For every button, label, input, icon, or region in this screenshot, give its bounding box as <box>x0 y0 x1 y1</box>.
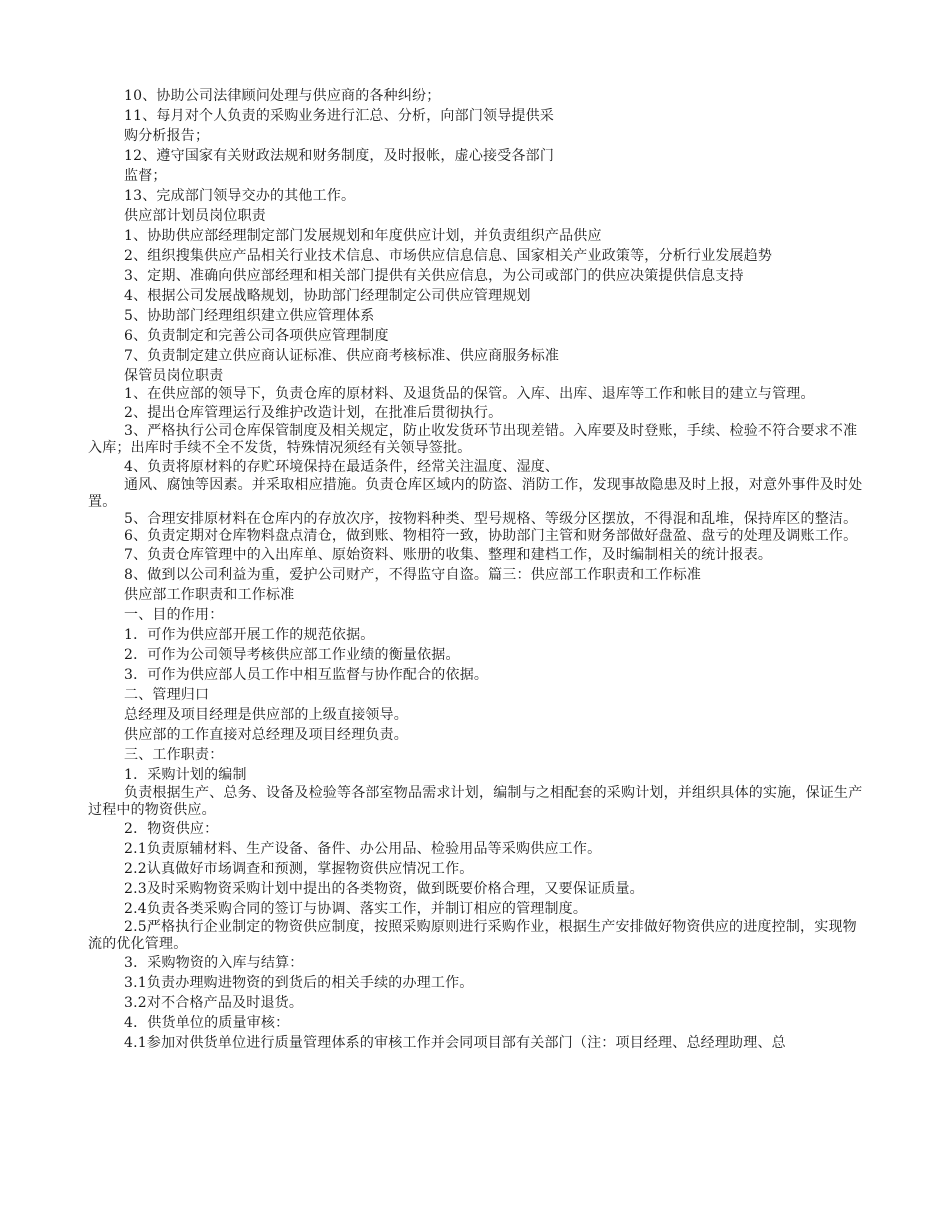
text-line: 总经理及项目经理是供应部的上级直接领导。 <box>124 707 408 723</box>
document-body <box>88 86 864 1053</box>
text-line: 3.1负责办理购进物资的到货后的相关手续的办理工作。 <box>124 975 474 991</box>
text-line: 6、负责制定和完善公司各项供应管理制度 <box>124 328 389 344</box>
text-line: 1、协助供应部经理制定部门发展规划和年度供应计划，并负责组织产品供应 <box>124 228 602 244</box>
text-line: 2.3及时采购物资采购计划中提出的各类物资，做到既要价格合理，又要保证质量。 <box>124 881 644 897</box>
text-paragraph: 3、严格执行公司仓库保管制度及相关规定，防止收发货环节出现差错。入库要及时登账，手续、检验不符合要求不准入库；出库时手续不全不发货，特殊情况须经有关领导签批。 <box>88 423 858 456</box>
text-line: 4、根据公司发展战略规划，协助部门经理制定公司供应管理规划 <box>124 288 531 304</box>
text-line: 三、工作职责： <box>124 747 224 763</box>
text-line: 13、完成部门领导交办的其他工作。 <box>124 188 356 204</box>
text-line: 供应部的工作直接对总经理及项目经理负责。 <box>124 727 408 743</box>
text-paragraph: 2.5严格执行企业制定的物资供应制度，按照采购原则进行采购作业，根据生产安排做好物资供应的进度控制，实现物流的优化管理。 <box>88 919 857 952</box>
text-paragraph: 5、合理安排原材料在仓库内的存放次序，按物料种类、型号规格、等级分区摆放，不得混和乱堆，保持库区的整洁。 <box>124 511 858 527</box>
text-line: 2.4负责各类采购合同的签订与协调、落实工作，并制订相应的管理制度。 <box>124 901 588 917</box>
text-line: 2.1负责原辅材料、生产设备、备件、办公用品、检验用品等采购供应工作。 <box>124 841 602 857</box>
text-line: 11、每月对个人负责的采购业务进行汇总、分析，向部门领导提供采 <box>124 108 555 124</box>
text-line: 5、协助部门经理组织建立供应管理体系 <box>124 308 375 324</box>
text-line: 7、负责制定建立供应商认证标准、供应商考核标准、供应商服务标准 <box>124 348 560 364</box>
text-line: 8、做到以公司利益为重，爱护公司财产，不得监守自盗。篇三：供应部工作职责和工作标准 <box>124 567 702 583</box>
text-line: 2.2认真做好市场调查和预测，掌握物资供应情况工作。 <box>124 861 474 877</box>
text-paragraph: 通风、腐蚀等因素。并采取相应措施。负责仓库区域内的防盗、消防工作，发现事故隐患及时上报，对意外事件及时处置。 <box>88 477 863 510</box>
text-paragraph: 1、在供应部的领导下，负责仓库的原材料、及退货品的保管。入库、出库、退库等工作和帐目的建立与管理。 <box>124 386 815 402</box>
text-line: 3、定期、准确向供应部经理和相关部门提供有关供应信息，为公司或部门的供应决策提供信息支持 <box>124 268 744 284</box>
text-line: 2、提出仓库管理运行及维护改造计划，在批准后贯彻执行。 <box>124 405 503 421</box>
text-line: 2、组织搜集供应产品相关行业技术信息、市场供应信息信息、国家相关产业政策等，分析行业发展趋势 <box>124 248 773 264</box>
text-line: 1．可作为供应部开展工作的规范依据。 <box>124 627 375 643</box>
text-line: 3．采购物资的入库与结算： <box>124 955 304 971</box>
text-line: 2．物资供应： <box>124 821 219 837</box>
text-line: 10、协助公司法律顾问处理与供应商的各种纠纷； <box>124 88 441 104</box>
text-line: 1．采购计划的编制 <box>124 767 247 783</box>
text-line: 12、遵守国家有关财政法规和财务制度，及时报帐，虚心接受各部门 <box>124 148 555 164</box>
text-line: 购分析报告； <box>124 128 210 144</box>
section-heading: 供应部计划员岗位职责 <box>124 208 266 224</box>
section-heading: 保管员岗位职责 <box>124 368 224 384</box>
text-line: 3．可作为供应部人员工作中相互监督与协作配合的依据。 <box>124 667 489 683</box>
section-heading: 供应部工作职责和工作标准 <box>124 587 295 603</box>
text-paragraph: 6、负责定期对仓库物料盘点清仓，做到账、物相符一致，协助部门主管和财务部做好盘盈、盘亏的处理及调账工作。 <box>124 528 858 544</box>
text-line: 3.2对不合格产品及时退货。 <box>124 995 304 1011</box>
text-line: 7、负责仓库管理中的入出库单、原始资料、账册的收集、整理和建档工作，及时编制相关的统计报表。 <box>124 547 773 563</box>
text-line: 4．供货单位的质量审核： <box>124 1015 290 1031</box>
text-paragraph: 负责根据生产、总务、设备及检验等各部室物品需求计划，编制与之相配套的采购计划，并组织具体的实施，保证生产过程中的物资供应。 <box>88 785 863 818</box>
text-line: 一、目的作用： <box>124 607 224 623</box>
text-line: 2．可作为公司领导考核供应部工作业绩的衡量依据。 <box>124 647 460 663</box>
text-line: 二、管理归口 <box>124 687 210 703</box>
text-line: 4.1参加对供货单位进行质量管理体系的审核工作并会同项目部有关部门（注：项目经理、总经理助理、总 <box>124 1035 786 1051</box>
text-line: 监督； <box>124 168 167 184</box>
text-line: 4、负责将原材料的存贮环境保持在最适条件，经常关注温度、湿度、 <box>124 459 560 475</box>
